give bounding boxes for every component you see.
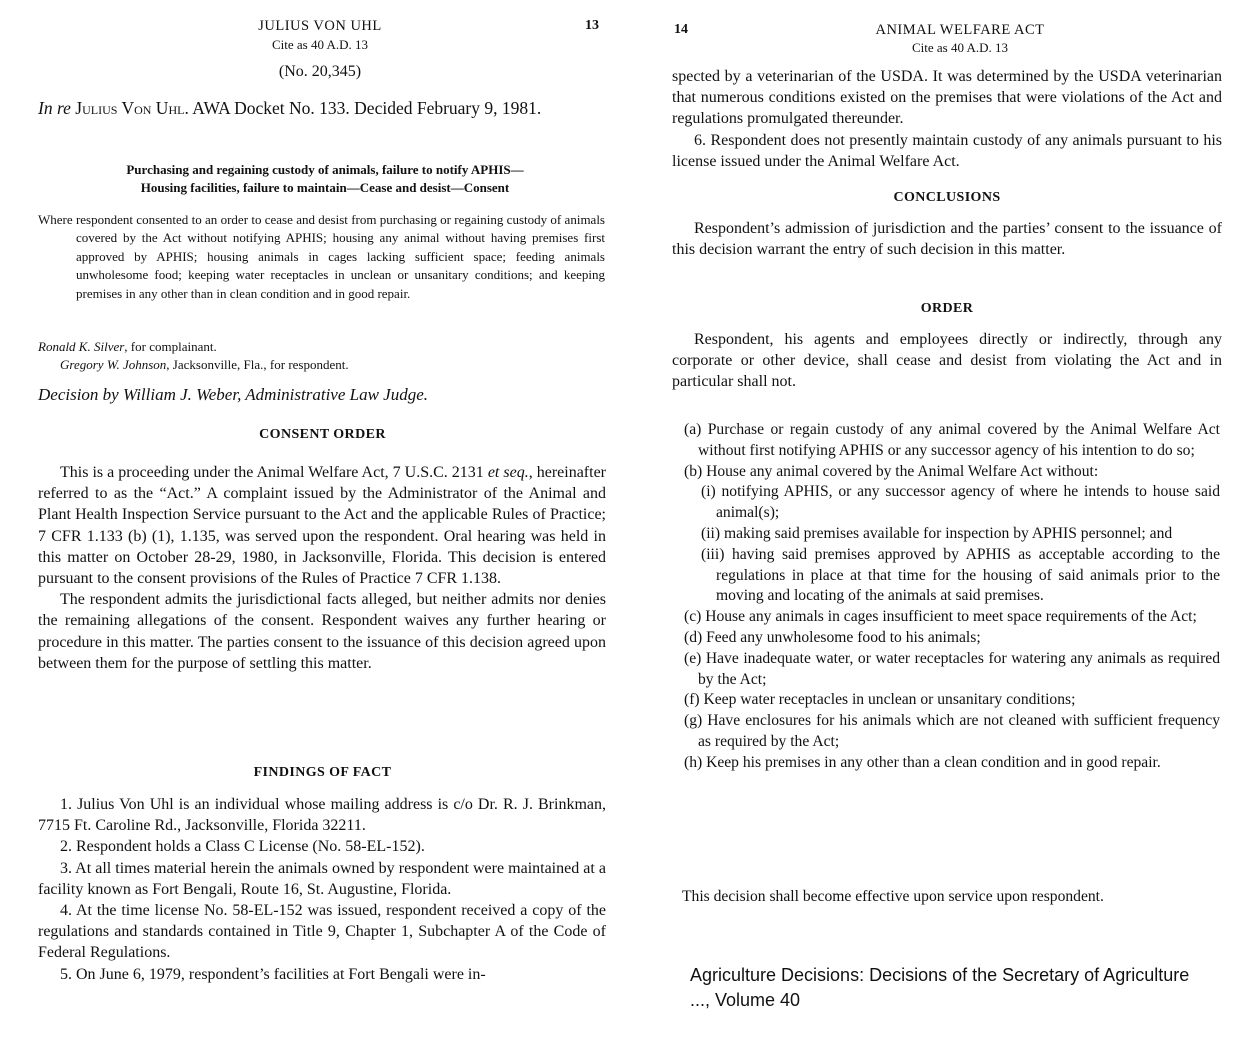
counsel-role: , Jacksonville, Fla., for respondent.	[166, 357, 349, 372]
counsel-role: , for complainant.	[124, 339, 217, 354]
page-number: 13	[585, 18, 599, 33]
counsel-complainant	[38, 338, 598, 356]
finding-item: 1. Julius Von Uhl is an individual whose mailing address is c/o Dr. R. J. Brinkman, 7715 Ft. Caroline Rd., Jacksonville, Florida 32211.	[38, 796, 606, 835]
text-run: , hereinafter referred to as the “Act.” A complaint issued by the Administrator of the Animal and Plant Health Inspection Service pursuant to the Act and the applicable Rules of Practice; 7 CFR 1.133 (b) (1), 1.135, was served upon the respondent. Oral hearing was held in this matter on October 28-29, 1980, in Jacksonville, Florida. This decision is entered pursuant to the consent provisions of the Rules of Practice 7 CFR 1.138.	[38, 464, 606, 588]
finding-item: 3. At all times material herein the animals owned by respondent were maintained at a facility known as Fort Bengali, Route 16, St. Augustine, Florida.	[38, 859, 606, 898]
order-item: (b) House any animal covered by the Animal Welfare Act without:	[684, 462, 1099, 480]
case-number: (No. 20,345)	[278, 63, 362, 80]
finding-item: 5. On June 6, 1979, respondent’s facilities at Fort Bengali were in-	[60, 965, 486, 983]
order-subitem: (ii) making said premises available for inspection by APHIS personnel; and	[701, 524, 1173, 542]
order-item: (e) Have inadequate water, or water receptacles for watering any animals as required by the Act;	[684, 649, 1220, 688]
decision-by: Decision by William J. Weber, Administrative Law Judge.	[38, 385, 429, 404]
order-item: (h) Keep his premises in any other than a clean condition and in good repair.	[684, 753, 1161, 771]
conclusions-body	[672, 218, 1222, 260]
consent-heading: CONSENT ORDER	[259, 427, 386, 442]
source-caption: Agriculture Decisions: Decisions of the Secretary of Agriculture ..., Volume 40	[690, 965, 1190, 1010]
paragraph: Respondent, his agents and employees directly or indirectly, through any corporate or other device, shall cease and desist from violating the Act and in particular shall not.	[672, 331, 1222, 391]
conclusions-heading: CONCLUSIONS	[893, 190, 1001, 205]
order-item: (a) Purchase or regain custody of any animal covered by the Animal Welfare Act without first notifying APHIS or any successor agency of his intention to do so;	[684, 421, 1220, 459]
order-item: (c) House any animals in cages insufficient to meet space requirements of the Act;	[684, 608, 1197, 626]
findings-list	[38, 794, 606, 985]
counsel-name: Gregory W. Johnson	[60, 357, 167, 372]
finding-item: 2. Respondent holds a Class C License (No. 58-EL-152).	[60, 838, 425, 856]
order-intro	[672, 329, 1222, 393]
cite-line: Cite as 40 A.D. 13	[271, 37, 369, 52]
paragraph: 6. Respondent does not presently maintain custody of any animals pursuant to his license issued under the Animal Welfare Act.	[672, 131, 1222, 170]
summary: Where respondent consented to an order to cease and desist from purchasing or regaining custody of animals covered by the Act without notifying APHIS; housing any animal without having premises first approved by APHIS; housing animals in cages lacking sufficient space; feeding animals unwholesome food; keeping water receptacles in unclean or unsanitary conditions; and keeping premises in any other than in clean condition and in good repair.	[38, 212, 605, 301]
counsel-name: Ronald K. Silver	[38, 339, 125, 354]
headnote-line: Housing facilities, failure to maintain—Cease and desist—Consent	[140, 180, 510, 195]
text-run: This is a proceeding under the Animal Welfare Act, 7 U.S.C. 2131	[60, 464, 488, 481]
order-list	[670, 420, 1220, 774]
order-item: (g) Have enclosures for his animals which are not cleaned with sufficient frequency as required by the Act;	[684, 712, 1220, 750]
order-item: (d) Feed any unwholesome food to his animals;	[684, 628, 981, 646]
counsel	[38, 338, 598, 374]
running-head: JULIUS VON UHL	[258, 18, 382, 34]
running-head: ANIMAL WELFARE ACT	[875, 22, 1045, 38]
consent-body	[38, 462, 606, 674]
order-heading: ORDER	[920, 301, 974, 316]
case-caption	[38, 97, 608, 119]
left-page	[0, 0, 620, 1044]
cite-line: Cite as 40 A.D. 13	[911, 40, 1009, 55]
right-page	[630, 0, 1258, 1044]
headnote	[40, 161, 610, 197]
paragraph: spected by a veterinarian of the USDA. It was determined by the USDA veterinarian that numerous conditions existed on the premises that were violations of the Act and regulations promulgated thereunder.	[672, 68, 1222, 128]
findings-heading: FINDINGS OF FACT	[253, 765, 392, 780]
page-number: 14	[674, 22, 688, 37]
caption-prefix: In re	[38, 98, 71, 118]
effective-line: This decision shall become effective upon service upon respondent.	[682, 888, 1104, 905]
paragraph: Respondent’s admission of jurisdiction and the parties’ consent to the issuance of this decision warrant the entry of such decision in this matter.	[672, 220, 1222, 259]
finding-item: 4. At the time license No. 58-EL-152 was issued, respondent received a copy of the regulations and standards contained in Title 9, Chapter 1, Subchapter A of the Code of Federal Regulations.	[38, 902, 606, 962]
counsel-respondent	[38, 356, 598, 374]
paragraph: The respondent admits the jurisdictional facts alleged, but neither admits nor denies the remaining allegations of the consent. Respondent waives any further hearing or procedure in this matter. The parties consent to the issuance of this decision agreed upon between them for the purpose of settling this matter.	[38, 591, 606, 672]
caption-rest: AWA Docket No. 133. Decided February 9, 1981.	[192, 98, 542, 118]
order-item: (f) Keep water receptacles in unclean or unsanitary conditions;	[684, 691, 1076, 709]
headnote-line: Purchasing and regaining custody of animals, failure to notify APHIS—	[126, 162, 524, 177]
text-run-italic: et seq.	[487, 464, 529, 481]
order-subitem: (i) notifying APHIS, or any successor agency of where he intends to house said animal(s);	[701, 483, 1220, 522]
caption-name: Julius Von Uhl.	[75, 98, 189, 118]
order-subitem: (iii) having said premises approved by APHIS as acceptable according to the regulations in place at that time for the housing of said animals prior to the moving and locating of the animals at said premises.	[701, 545, 1220, 605]
paragraph	[38, 462, 606, 589]
findings-continued	[672, 66, 1222, 172]
